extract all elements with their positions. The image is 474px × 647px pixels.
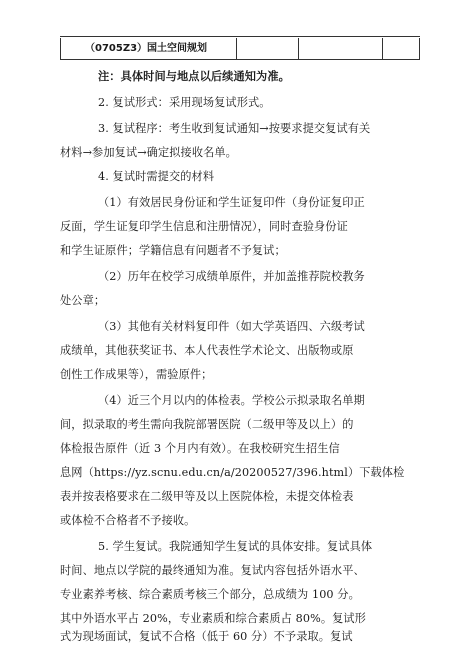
paragraph-line: 专业素养考核、综合素质考核三个部分，总成绩为 100 分。 xyxy=(60,588,360,601)
paragraph-line: （3）其他有关材料复印件（如大学英语四、六级考试 xyxy=(98,320,365,333)
table-cell-2 xyxy=(237,38,299,59)
paragraph-line: 式为现场面试，复试不合格（低于 60 分）不予录取。复试 xyxy=(60,630,353,643)
paragraph-line: 5. 学生复试。我院通知学生复试的具体安排。复试具体 xyxy=(98,540,373,553)
paragraph-line: 时间、地点以学院的最终通知为准。复试内容包括外语水平、 xyxy=(60,564,365,577)
paragraph-line: 3. 复试程序：考生收到复试通知→按要求提交复试有关 xyxy=(98,122,371,135)
paragraph-line: 2. 复试形式：采用现场复试形式。 xyxy=(98,96,271,109)
table-cell-4 xyxy=(383,38,421,59)
paragraph-line: （4）近三个月以内的体检表。学校公示拟录取名单期 xyxy=(98,394,365,407)
paragraph-line: 材料→参加复试→确定拟接收名单。 xyxy=(60,146,237,159)
paragraph-line: 4. 复试时需提交的材料 xyxy=(98,170,215,183)
paragraph-line: 其中外语水平占 20%，专业素质和综合素质占 80%。复试形 xyxy=(60,612,366,625)
note-text: 注：具体时间与地点以后续通知为准。 xyxy=(98,70,290,83)
paragraph-line: （1）有效居民身份证和学生证复印件（身份证复印正 xyxy=(98,196,365,209)
table-cell-3 xyxy=(299,38,383,59)
paragraph-line: 表并按表格要求在二级甲等及以上医院体检，未提交体检表 xyxy=(60,490,354,503)
paragraph-line: 和学生证原件；学籍信息有问题者不予复试； xyxy=(60,244,286,257)
paragraph-line: 创性工作成果等），需验原件； xyxy=(60,368,213,381)
paragraph-line: （2）历年在校学习成绩单原件，并加盖推荐院校教务 xyxy=(98,270,365,283)
table-cell-major: （0705Z3）国土空间规划 xyxy=(61,38,237,59)
paragraph-line: 处公章； xyxy=(60,294,106,307)
table-row xyxy=(60,38,420,60)
paragraph-line: 息网（https://yz.scnu.edu.cn/a/20200527/396.html）下载体检 xyxy=(60,466,405,479)
paragraph-line: 反面，学生证复印学生信息和注册情况），同时查验身份证 xyxy=(60,220,348,233)
table-top-border xyxy=(60,36,420,37)
paragraph-line: 成绩单，其他获奖证书、本人代表性学术论文、出版物或原 xyxy=(60,344,354,357)
paragraph-line: 体检报告原件（近 3 个月内有效）。在我校研究生招生信 xyxy=(60,442,340,455)
paragraph-line: 间，拟录取的考生需向我院部署医院（二级甲等及以上）的 xyxy=(60,418,354,431)
paragraph-line: 或体检不合格者不予接收。 xyxy=(60,514,196,527)
